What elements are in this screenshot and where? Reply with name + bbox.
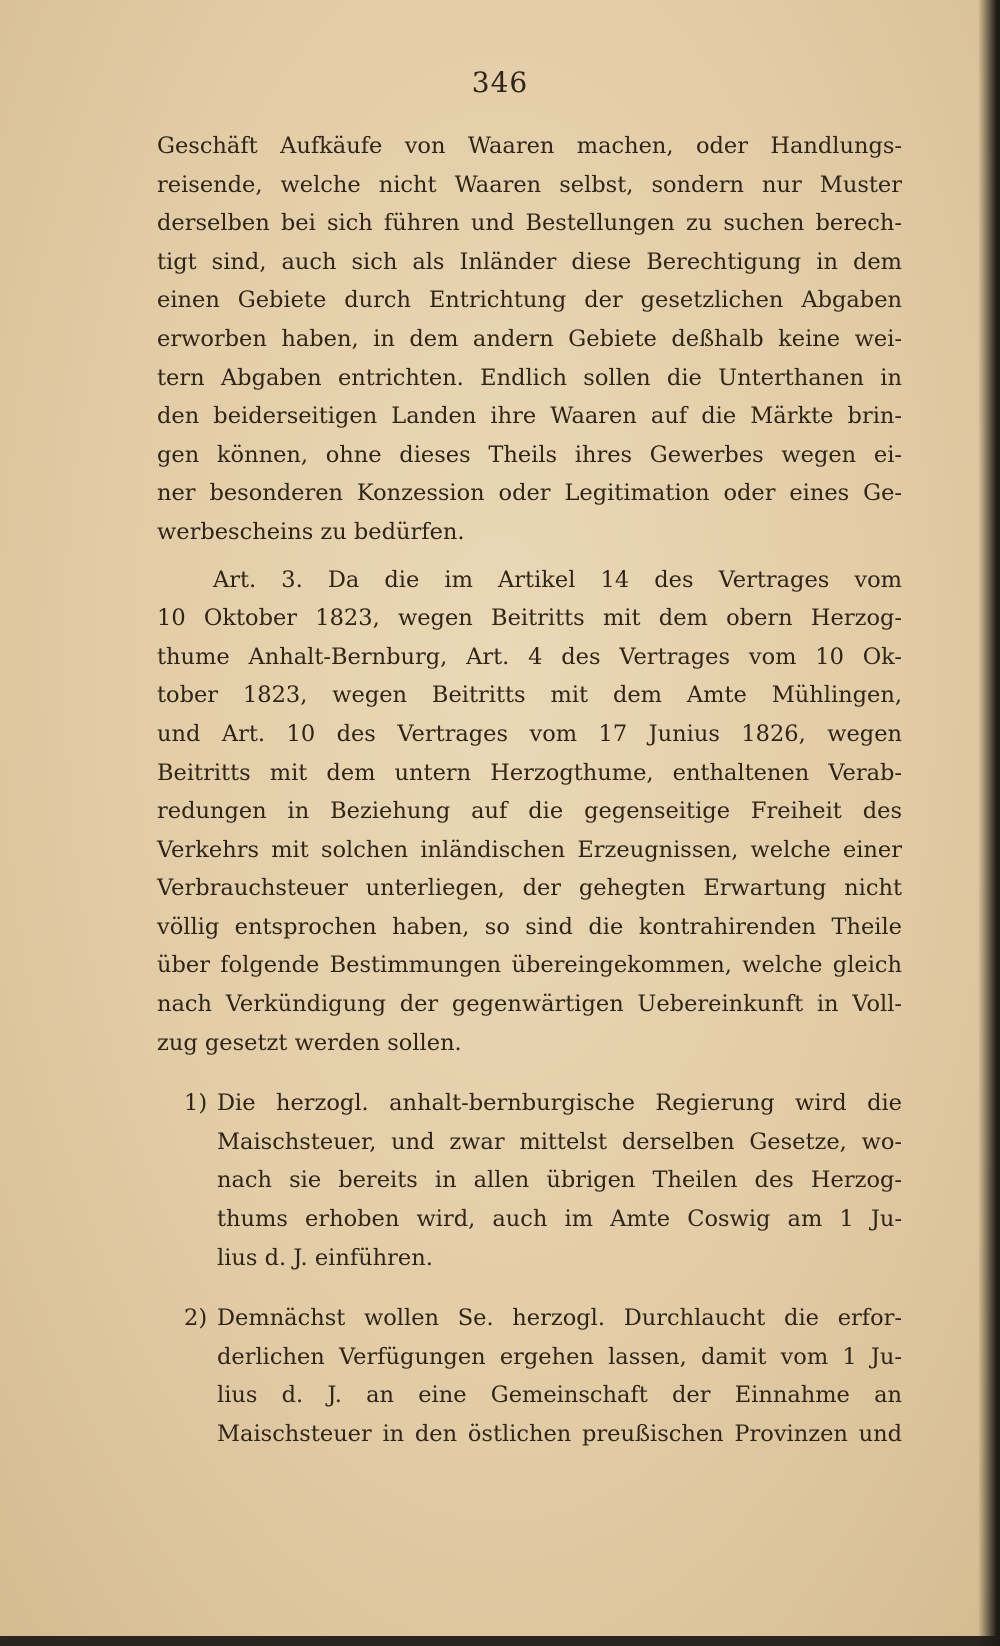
- page-number: 346: [471, 66, 529, 99]
- paragraph-spacer: [157, 552, 902, 561]
- text-line: erworben haben, in dem andern Gebiete deßhalb keine wei-: [157, 325, 902, 352]
- text-line: Die herzogl. anhalt-bernburgische Regierung wird die: [217, 1090, 902, 1117]
- text-line: Verkehrs mit solchen inländischen Erzeugnissen, welche einer: [157, 836, 902, 863]
- text-line: einen Gebiete durch Entrichtung der gesetzlichen Abgaben: [157, 287, 902, 314]
- text-line: Geschäft Aufkäufe von Waaren machen, oder Handlungs-: [157, 133, 902, 159]
- list-item-text: [217, 1084, 902, 1277]
- text-line: lius d. J. an eine Gemeinschaft der Einnahme an: [217, 1382, 902, 1409]
- list-spacer: [157, 1062, 902, 1084]
- text-line: redungen in Beziehung auf die gegenseitige Freiheit des: [157, 798, 902, 825]
- text-line: tober 1823, wegen Beitritts mit dem Amte Mühlingen,: [157, 682, 902, 709]
- list-item-2: [157, 1299, 902, 1453]
- text-line: werbescheins zu bedürfen.: [157, 518, 465, 545]
- text-line: tern Abgaben entrichten. Endlich sollen die Unterthanen in: [157, 364, 902, 391]
- text-line: Verbrauchsteuer unterliegen, der gehegten Erwartung nicht: [157, 875, 902, 902]
- text-line: nach Verkündigung der gegenwärtigen Uebereinkunft in Voll-: [157, 991, 902, 1018]
- list-spacer: [157, 1277, 902, 1299]
- list-item-1: [157, 1084, 902, 1277]
- text-line: nach sie bereits in allen übrigen Theilen des Herzog-: [217, 1167, 902, 1194]
- text-line: Maischsteuer, und zwar mittelst derselben Gesetze, wo-: [217, 1128, 902, 1155]
- text-line: völlig entsprochen haben, so sind die kontrahirenden Theile: [157, 913, 902, 940]
- text-line: Beitritts mit dem untern Herzogthume, enthaltenen Verab-: [157, 759, 902, 786]
- text-line: über folgende Bestimmungen übereingekommen, welche gleich: [157, 952, 902, 979]
- paragraph-commerce: [157, 127, 902, 552]
- text-line: Maischsteuer in den östlichen preußischen Provinzen und: [217, 1421, 902, 1447]
- text-line: gen können, ohne dieses Theils ihres Gewerbes wegen ei-: [157, 441, 902, 468]
- text-line: reisende, welche nicht Waaren selbst, sondern nur Muster: [157, 171, 902, 198]
- paragraph-article-3: [157, 561, 902, 1063]
- text-line: thums erhoben wird, auch im Amte Coswig am 1 Ju-: [217, 1206, 902, 1233]
- text-line: derselben bei sich führen und Bestellungen zu suchen berech-: [157, 210, 902, 237]
- body-text: [157, 127, 902, 1454]
- text-line: Demnächst wollen Se. herzogl. Durchlaucht die erfor-: [217, 1305, 902, 1332]
- text-line: lius d. J. einführen.: [217, 1244, 433, 1271]
- text-line: thume Anhalt-Bernburg, Art. 4 des Vertrages vom 10 Ok-: [157, 643, 902, 670]
- text-line: ner besonderen Konzession oder Legitimation oder eines Ge-: [157, 480, 902, 507]
- text-line: derlichen Verfügungen ergehen lassen, damit vom 1 Ju-: [217, 1343, 902, 1370]
- list-number: 1): [184, 1090, 208, 1117]
- list-number: 2): [184, 1305, 208, 1332]
- text-line: tigt sind, auch sich als Inländer diese Berechtigung in dem: [157, 248, 902, 275]
- text-line: 10 Oktober 1823, wegen Beitritts mit dem obern Herzog-: [157, 605, 902, 632]
- article-heading-line: Art. 3. Da die im Artikel 14 des Vertrages vom: [213, 566, 902, 593]
- text-line: den beiderseitigen Landen ihre Waaren auf die Märkte brin-: [157, 403, 902, 430]
- text-line: zug gesetzt werden sollen.: [157, 1029, 462, 1056]
- text-line: und Art. 10 des Vertrages vom 17 Junius 1826, wegen: [157, 720, 902, 747]
- list-item-text: [217, 1299, 902, 1453]
